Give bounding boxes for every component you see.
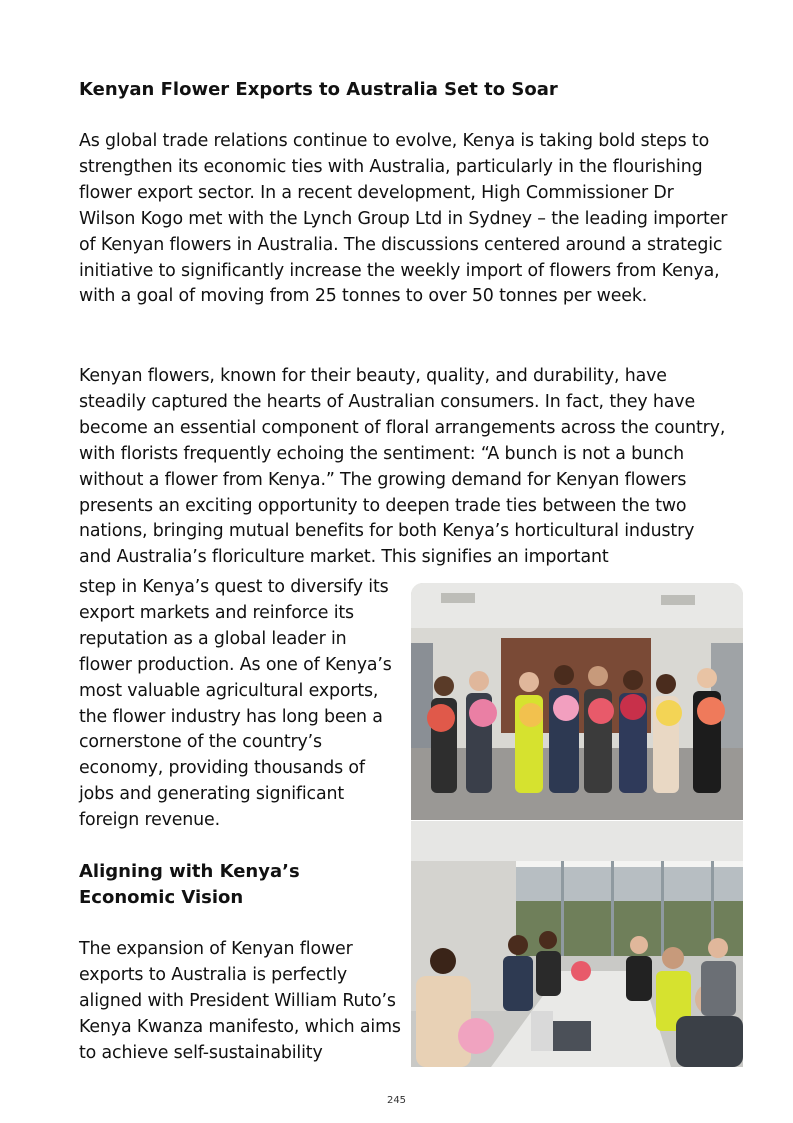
section-subheading: Aligning with Kenya’s Economic Vision	[79, 861, 300, 908]
meeting-room-illustration	[411, 821, 743, 1067]
paragraph-kenyan-flowers: Kenyan flowers, known for their beauty, quality, and durability, have steadily captured the hearts of Australian consumers. In fact, they have become an essential component of floral arrangements across the country, with florists frequently echoing the sentiment: “A bunch is not a bunch without a flower from Kenya.” The growing demand for Kenyan flowers presents an exciting opportunity to deepen trade ties between the two nations, bringing mutual benefits for both Kenya’s horticultural industry and Australia’s floriculture market. This signifies an important	[79, 366, 726, 568]
paragraph-kenyan-flowers-continued: step in Kenya’s quest to diversify its export markets and reinforce its reputation as a global leader in flower production. As one of Kenya’s most valuable agricultural exports, the flower industry has long been a cornerstone of the country’s economy, providing thousands of jobs and generating significant foreign revenue.	[79, 577, 392, 831]
page-number: 245	[386, 1095, 407, 1106]
group-photo-with-bouquets	[411, 583, 743, 820]
paragraph-intro: As global trade relations continue to evolve, Kenya is taking bold steps to strengthen its economic ties with Australia, particularly in the flourishing flower export sector. In a recent development, High Commissioner Dr Wilson Kogo met with the Lynch Group Ltd in Sydney – the leading importer of Kenyan flowers in Australia. The discussions centered around a strategic initiative to significantly increase the weekly import of flowers from Kenya, with a goal of moving from 25 tonnes to over 50 tonnes per week.	[79, 131, 728, 307]
paragraph-economic-vision: The expansion of Kenyan flower exports to Australia is perfectly aligned with President William Ruto’s Kenya Kwanza manifesto, which aims to achieve self-sustainability	[79, 939, 401, 1063]
group-photo-illustration	[411, 583, 743, 820]
meeting-room-photo	[411, 821, 743, 1067]
article-title: Kenyan Flower Exports to Australia Set to Soar	[79, 79, 558, 100]
